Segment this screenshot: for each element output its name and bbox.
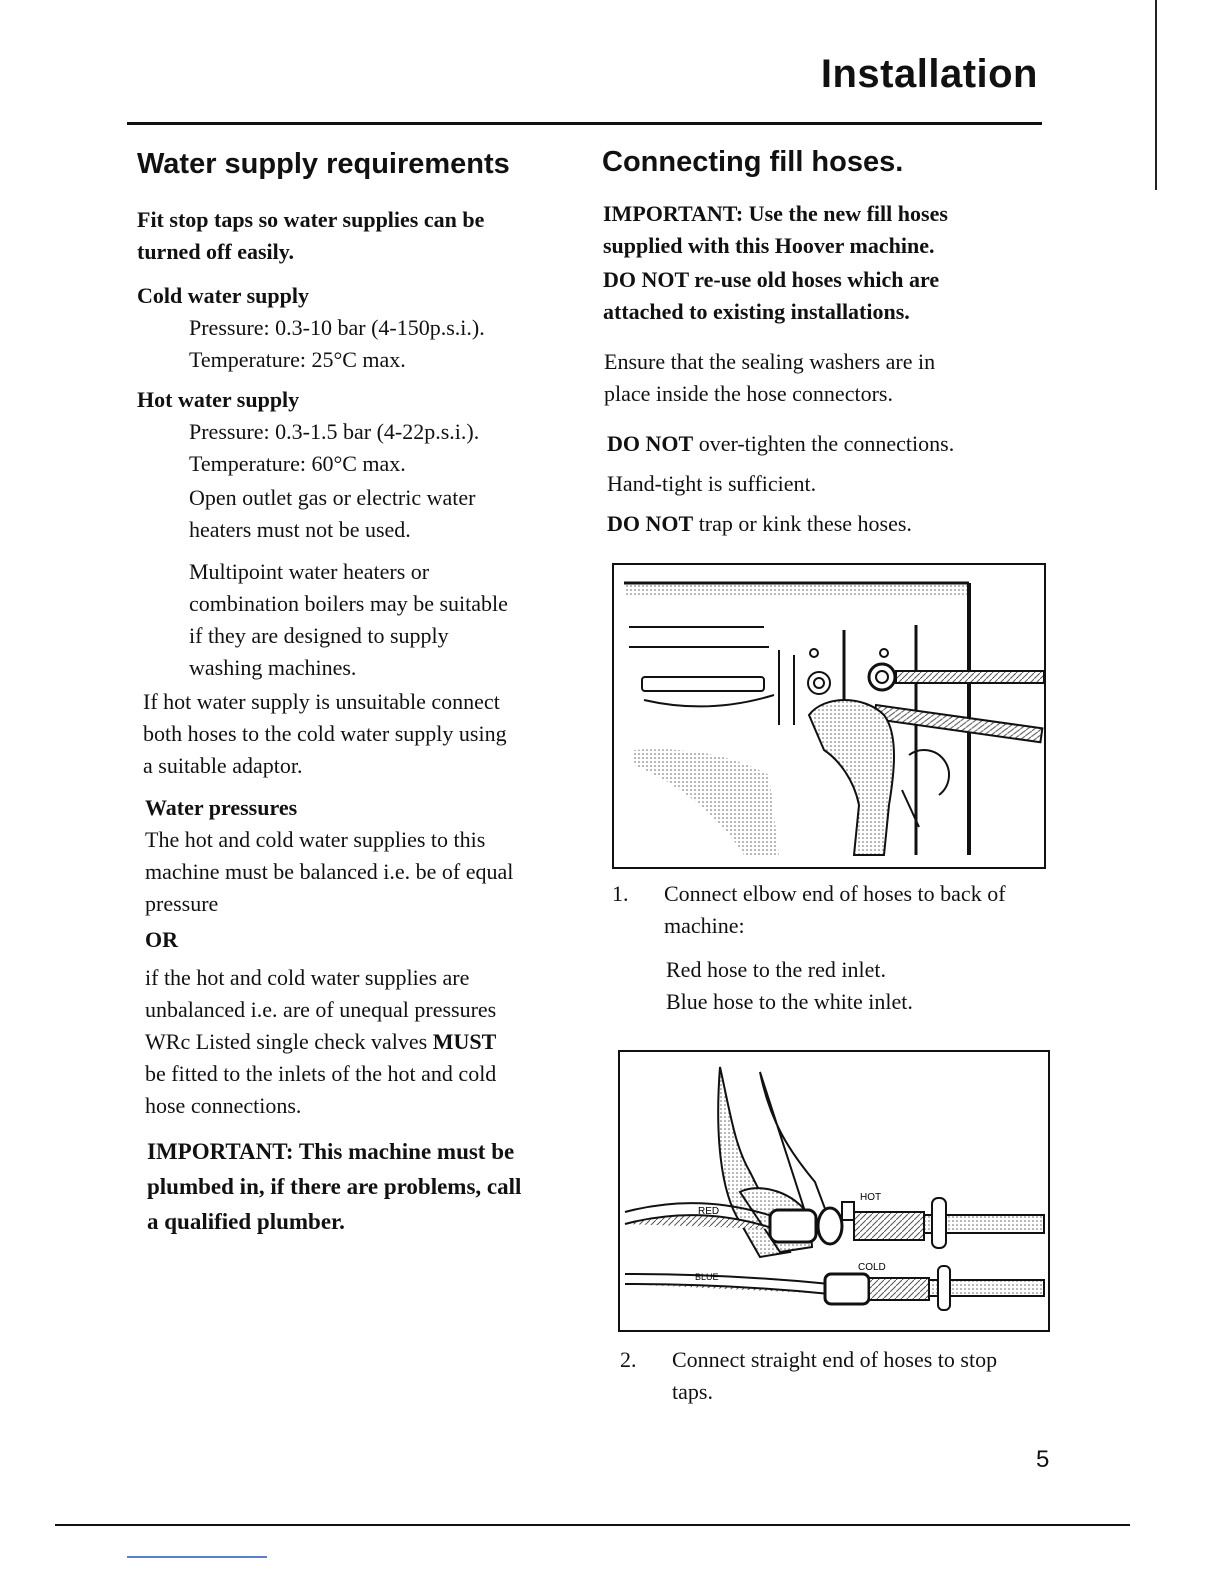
important-line: IMPORTANT: This machine must be <box>147 1139 515 1164</box>
overtighten-line <box>607 428 1047 460</box>
stop-tap-illustration <box>620 1052 1048 1330</box>
unbalanced-line <box>145 1026 595 1058</box>
balanced-line: pressure <box>145 891 219 916</box>
water-pressures-title: Water pressures <box>145 795 298 820</box>
balanced-line: machine must be balanced i.e. be of equal <box>145 859 514 884</box>
multipoint-note-line: Multipoint water heaters or <box>189 559 430 584</box>
margin-rule <box>1155 0 1157 190</box>
figure-elbow-connection <box>612 563 1046 869</box>
water-supply-intro <box>137 204 577 268</box>
cold-pressure: Pressure: 0.3-10 bar (4-150p.s.i.). <box>189 315 485 340</box>
elbow-connection-illustration <box>614 565 1044 867</box>
washers-line: place inside the hose connectors. <box>604 381 893 406</box>
kink-line <box>607 508 1047 540</box>
blue-hose-connector <box>825 1274 869 1304</box>
must-emphasis: MUST <box>432 1029 497 1054</box>
figure-stop-tap-connection <box>618 1050 1050 1332</box>
step-2-row <box>620 1344 1060 1408</box>
red-label: RED <box>698 1206 720 1217</box>
hot-pressure: Pressure: 0.3-1.5 bar (4-22p.s.i.). <box>189 419 480 444</box>
kink-text: trap or kink these hoses. <box>693 511 912 536</box>
footer-accent-bar <box>127 1556 267 1558</box>
water-supply-heading: Water supply requirements <box>137 148 510 180</box>
balanced-line: The hot and cold water supplies to this <box>145 827 486 852</box>
step-text: Connect elbow end of hoses to back of machine: <box>664 881 1006 938</box>
important-hoses-line: supplied with this Hoover machine. <box>603 233 935 258</box>
multipoint-note-line: combination boilers may be suitable <box>189 591 508 616</box>
cold-temperature: Temperature: 25°C max. <box>189 347 406 372</box>
overtighten-text: over-tighten the connections. <box>693 431 955 456</box>
right-important <box>603 198 1043 328</box>
tightening-notes <box>607 428 1047 540</box>
cold-stop-tap <box>869 1278 929 1300</box>
do-not-reuse-line: attached to existing installations. <box>603 299 910 324</box>
cold-water-title: Cold water supply <box>137 283 309 308</box>
step-2 <box>620 1344 1060 1408</box>
machine-shadow <box>634 749 779 855</box>
intro-line: Fit stop taps so water supplies can be <box>137 207 485 232</box>
step-number: 2. <box>620 1347 637 1372</box>
blue-hose-instruction: Blue hose to the white inlet. <box>666 989 913 1014</box>
hot-temperature: Temperature: 60°C max. <box>189 451 406 476</box>
or-label: OR <box>145 927 178 952</box>
blue-hose <box>625 1284 830 1294</box>
heaters-note-line: Open outlet gas or electric water <box>189 485 476 510</box>
do-not-emphasis: DO NOT <box>607 431 694 456</box>
blue-label: BLUE <box>695 1272 719 1282</box>
hot-water-section <box>137 384 577 684</box>
water-pressures-section <box>145 792 595 1122</box>
unsuitable-note <box>143 686 583 782</box>
unbalanced-line: unbalanced i.e. are of unequal pressures <box>145 997 497 1022</box>
red-inlet <box>869 664 895 690</box>
important-hoses-line: IMPORTANT: Use the new fill hoses <box>603 201 948 226</box>
header-rule <box>127 122 1042 125</box>
unsuitable-line: both hoses to the cold water supply using <box>143 721 507 746</box>
unbalanced-text: WRc Listed single check valves <box>145 1029 433 1054</box>
page-number: 5 <box>1036 1446 1050 1473</box>
step-number: 1. <box>612 881 629 906</box>
intro-line: turned off easily. <box>137 239 295 264</box>
cold-label: COLD <box>858 1262 886 1273</box>
unbalanced-line: if the hot and cold water supplies are <box>145 965 470 990</box>
hot-water-title: Hot water supply <box>137 387 300 412</box>
step-text: Connect straight end of hoses to stop taps. <box>672 1347 998 1404</box>
do-not-emphasis: DO NOT <box>607 511 694 536</box>
red-hose-connector <box>770 1210 816 1242</box>
cold-water-section <box>137 280 577 376</box>
white-inlet <box>808 672 830 694</box>
step-1 <box>612 878 1052 1018</box>
hand-icon <box>809 700 894 855</box>
control-slot <box>642 677 764 691</box>
washers-line: Ensure that the sealing washers are in <box>604 349 936 374</box>
step-1-row <box>612 878 1052 942</box>
unsuitable-line: If hot water supply is unsuitable connect <box>143 689 500 714</box>
do-not-reuse-line: DO NOT re-use old hoses which are <box>603 267 940 292</box>
unbalanced-line: be fitted to the inlets of the hot and cold <box>145 1061 497 1086</box>
hot-label: HOT <box>860 1192 882 1203</box>
hand-tight-line: Hand-tight is sufficient. <box>607 471 817 496</box>
red-hose <box>896 671 1044 683</box>
sealing-washers-note <box>604 346 1044 410</box>
multipoint-note-line: if they are designed to supply <box>189 623 449 648</box>
blue-hose <box>874 705 1042 742</box>
unsuitable-line: a suitable adaptor. <box>143 753 303 778</box>
page-title: Installation <box>820 52 1038 96</box>
important-line: a qualified plumber. <box>147 1209 345 1234</box>
red-hose-instruction: Red hose to the red inlet. <box>666 957 886 982</box>
connecting-hoses-heading: Connecting fill hoses. <box>602 146 904 178</box>
footer-rule <box>55 1524 1130 1526</box>
important-plumbing-note <box>147 1134 607 1239</box>
unbalanced-line: hose connections. <box>145 1093 302 1118</box>
heaters-note-line: heaters must not be used. <box>189 517 411 542</box>
important-line: plumbed in, if there are problems, call <box>147 1174 522 1199</box>
multipoint-note-line: washing machines. <box>189 655 357 680</box>
hot-stop-tap <box>854 1212 924 1240</box>
machine-top-edge <box>624 583 969 597</box>
